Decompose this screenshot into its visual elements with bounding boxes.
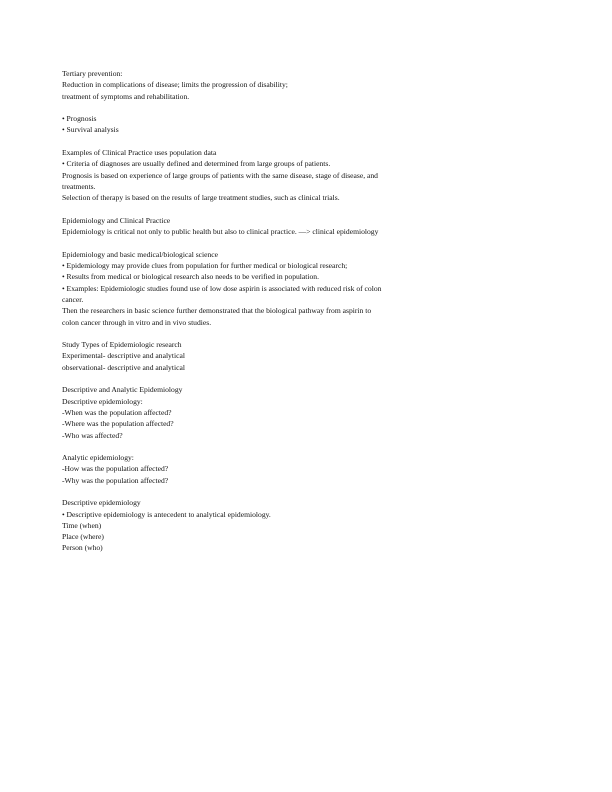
- bullet-item: • Epidemiology may provide clues from population for further medical or biological research;: [62, 261, 348, 271]
- text-line: Reduction in complications of disease; limits the progression of disability;: [62, 80, 288, 90]
- document-page: [62, 68, 442, 565]
- bullet-item: • Examples: Epidemiologic studies found use of low dose aspirin is associated with reduced risk of colon: [62, 283, 382, 293]
- section-basic-science: [62, 249, 442, 328]
- bullet-item: • Survival analysis: [62, 125, 119, 135]
- section-bullet-list: [62, 113, 442, 136]
- text-line: Then the researchers in basic science further demonstrated that the biological pathway from aspirin to: [62, 306, 372, 316]
- text-line: cancer.: [62, 294, 84, 304]
- section-heading: Descriptive and Analytic Epidemiology: [62, 385, 183, 395]
- text-line: -How was the population affected?: [62, 464, 169, 474]
- bullet-item: • Criteria of diagnoses are usually defined and determined from large groups of patients.: [62, 159, 331, 169]
- text-line: Place (where): [62, 532, 104, 542]
- text-line: treatments.: [62, 181, 96, 191]
- text-line: Person (who): [62, 543, 103, 553]
- section-epidemiology-clinical-practice: [62, 215, 442, 238]
- section-heading: Tertiary prevention:: [62, 69, 123, 78]
- text-line: Epidemiology is critical not only to public health but also to clinical practice. —> clinical epidemiology: [62, 227, 379, 237]
- section-tertiary-prevention: [62, 68, 442, 102]
- text-line: observational- descriptive and analytical: [62, 362, 185, 372]
- section-analytic-epidemiology: [62, 452, 442, 486]
- section-descriptive-epidemiology: [62, 497, 442, 553]
- section-heading: Study Types of Epidemiologic research: [62, 340, 182, 350]
- text-line: colon cancer through in vitro and in vivo studies.: [62, 317, 212, 327]
- text-line: Experimental- descriptive and analytical: [62, 351, 185, 361]
- text-line: -Why was the population affected?: [62, 475, 169, 485]
- text-line: Prognosis is based on experience of large groups of patients with the same disease, stage of disease, and: [62, 170, 378, 180]
- text-line: -When was the population affected?: [62, 407, 172, 417]
- text-line: Time (when): [62, 520, 102, 530]
- section-clinical-practice-examples: [62, 147, 442, 203]
- text-line: Selection of therapy is based on the results of large treatment studies, such as clinical trials.: [62, 193, 340, 203]
- text-line: -Who was affected?: [62, 430, 123, 440]
- text-line: Descriptive epidemiology:: [62, 396, 143, 406]
- section-study-types: [62, 339, 442, 373]
- section-heading: Epidemiology and basic medical/biological science: [62, 249, 219, 259]
- section-heading: Analytic epidemiology:: [62, 453, 134, 463]
- section-descriptive-analytic: [62, 384, 442, 440]
- bullet-item: • Descriptive epidemiology is antecedent to analytical epidemiology.: [62, 509, 271, 519]
- bullet-item: • Results from medical or biological research also needs to be verified in population.: [62, 272, 319, 282]
- section-heading: Examples of Clinical Practice uses population data: [62, 148, 217, 158]
- bullet-item: • Prognosis: [62, 114, 97, 124]
- section-heading: Descriptive epidemiology: [62, 498, 141, 508]
- text-line: treatment of symptoms and rehabilitation.: [62, 91, 190, 101]
- text-line: -Where was the population affected?: [62, 419, 174, 429]
- section-heading: Epidemiology and Clinical Practice: [62, 215, 171, 225]
